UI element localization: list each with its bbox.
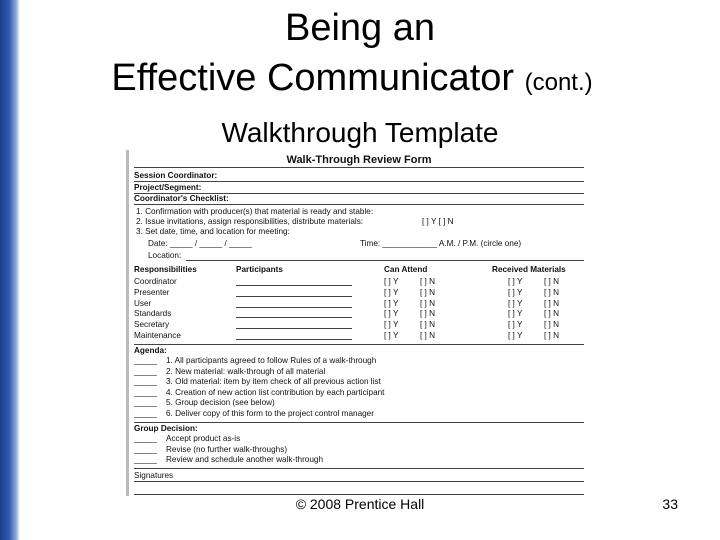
can-attend-yes: [ ] Y: [384, 309, 399, 319]
participant-blank: [236, 285, 352, 286]
slide-title-line2: [0, 56, 712, 105]
slide-title-cont: (cont.): [524, 69, 593, 96]
agenda-item: 5. Group decision (see below): [166, 398, 275, 408]
location-blank: [186, 260, 584, 261]
slide-title-main: Effective Communicator: [111, 57, 515, 99]
received-yes: [ ] Y: [508, 277, 523, 286]
project-segment-label: Project/Segment:: [134, 183, 202, 192]
participant-blank: [236, 328, 352, 329]
role-label: Standards: [134, 309, 172, 319]
decision-option: Accept product as-is: [166, 434, 241, 443]
decision-check-blank: _____: [134, 434, 157, 443]
form-rule: [134, 181, 584, 182]
can-attend-yes: [ ] Y: [384, 277, 399, 286]
signatures-label: Signatures: [134, 471, 174, 480]
form-rule: [134, 204, 584, 205]
can-attend-yes: [ ] Y: [384, 287, 399, 297]
participant-blank: [236, 296, 352, 297]
agenda-check-blank: _____: [134, 409, 157, 418]
date-label: Date: _____ / _____ / _____: [148, 239, 252, 248]
received-no: [ ] N: [544, 320, 560, 330]
received-no: [ ] N: [544, 331, 560, 340]
can-attend-no: [ ] N: [420, 287, 436, 297]
checklist-item: 2. Issue invitations, assign responsibilities, distribute materials:: [136, 217, 364, 226]
form-rule: [134, 468, 584, 469]
page-number: 33: [662, 496, 678, 512]
received-yes: [ ] Y: [508, 309, 523, 319]
participant-blank: [236, 339, 352, 340]
agenda-check-blank: _____: [134, 387, 157, 397]
decision-option: Review and schedule another walk-through: [166, 455, 324, 465]
footer-copyright: © 2008 Prentice Hall: [295, 496, 425, 512]
checklist-item: 1. Confirmation with producer(s) that material is ready and stable:: [136, 207, 374, 216]
received-no: [ ] N: [544, 309, 560, 319]
checklist-yes-no: [ ] Y [ ] N: [422, 217, 454, 226]
form-rule: [134, 344, 584, 345]
session-coordinator-label: Session Coordinator:: [134, 171, 218, 180]
can-attend-no: [ ] N: [420, 309, 436, 319]
col-can-attend: Can Attend: [384, 265, 428, 274]
participant-blank: [236, 307, 352, 308]
agenda-item: 3. Old material: item by item check of all previous action list: [166, 377, 381, 387]
role-label: Secretary: [134, 320, 170, 330]
col-responsibilities: Responsibilities: [134, 265, 197, 274]
form-rule: [134, 167, 584, 168]
received-no: [ ] N: [544, 298, 560, 308]
decision-option: Revise (no further walk-throughs): [166, 444, 288, 454]
received-yes: [ ] Y: [508, 331, 523, 340]
role-label: Presenter: [134, 287, 170, 297]
form-title: Walk-Through Review Form: [286, 154, 432, 166]
location-label: Location:: [148, 251, 182, 260]
form-rule: [134, 422, 584, 423]
received-yes: [ ] Y: [508, 287, 523, 297]
received-yes: [ ] Y: [508, 320, 523, 330]
decision-check-blank: _____: [134, 455, 157, 465]
can-attend-no: [ ] N: [420, 277, 436, 286]
col-received-materials: Received Materials: [492, 265, 566, 274]
form-rule: [134, 481, 584, 482]
can-attend-no: [ ] N: [420, 320, 436, 330]
time-label: Time: ____________ A.M. / P.M. (circle one): [360, 239, 522, 248]
agenda-check-blank: _____: [134, 377, 157, 387]
participant-blank: [236, 317, 352, 318]
role-label: Maintenance: [134, 331, 181, 340]
received-no: [ ] N: [544, 277, 560, 286]
group-decision-heading: Group Decision:: [134, 424, 198, 433]
agenda-item: 1. All participants agreed to follow Rules of a walk-through: [166, 356, 377, 365]
agenda-check-blank: _____: [134, 398, 157, 408]
can-attend-yes: [ ] Y: [384, 331, 399, 340]
can-attend-yes: [ ] Y: [384, 320, 399, 330]
received-no: [ ] N: [544, 287, 560, 297]
col-participants: Participants: [236, 265, 283, 274]
agenda-check-blank: _____: [134, 366, 157, 376]
can-attend-no: [ ] N: [420, 298, 436, 308]
walkthrough-form-image: [126, 150, 592, 496]
agenda-heading: Agenda:: [134, 346, 167, 355]
agenda-item: 2. New material: walk-through of all material: [166, 366, 326, 376]
received-yes: [ ] Y: [508, 298, 523, 308]
agenda-item: 6. Deliver copy of this form to the project control manager: [166, 409, 374, 418]
checklist-heading: Coordinator's Checklist:: [134, 194, 229, 203]
role-label: User: [134, 298, 152, 308]
agenda-check-blank: _____: [134, 356, 157, 365]
slide-title-line1: Being an: [284, 7, 435, 49]
checklist-item: 3. Set date, time, and location for meeting:: [136, 227, 290, 236]
decision-check-blank: _____: [134, 444, 157, 454]
agenda-item: 4. Creation of new action list contribution by each participant: [166, 387, 385, 397]
can-attend-no: [ ] N: [420, 331, 436, 340]
can-attend-yes: [ ] Y: [384, 298, 399, 308]
role-label: Coordinator: [134, 277, 177, 286]
form-rule: [134, 494, 584, 495]
slide-subtitle: Walkthrough Template: [221, 117, 499, 148]
form-edge: [126, 150, 129, 496]
